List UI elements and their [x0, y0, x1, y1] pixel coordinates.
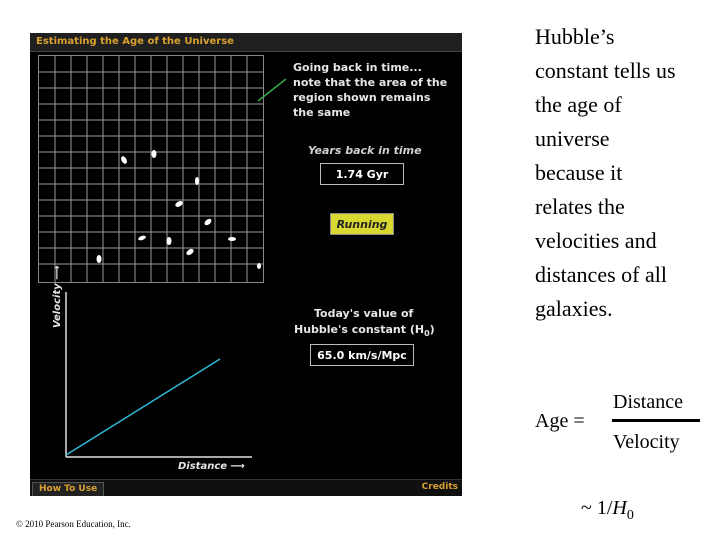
how-to-use-button[interactable]: How To Use	[32, 482, 104, 496]
going-back-line3: region shown remains	[293, 91, 431, 104]
graph-xlabel-text: Distance	[178, 461, 228, 472]
going-back-line4: the same	[293, 106, 351, 119]
animation-panel	[30, 33, 462, 496]
hubble-label-line1: Today's value of	[314, 307, 414, 320]
age-label: Age =	[535, 410, 585, 432]
graph-xlabel	[178, 459, 245, 474]
hubble-label-sub: 0	[424, 329, 430, 339]
graph-ylabel-text: Velocity	[52, 283, 63, 328]
velocity-distance-graph	[30, 33, 462, 479]
slide-line9: galaxies.	[535, 296, 613, 321]
hubble-label-text: Hubble's constant (H	[294, 323, 425, 336]
going-back-line1: Going back in time...	[293, 61, 422, 74]
formula-numerator: Distance	[613, 391, 683, 413]
slide-line5: because it	[535, 160, 623, 185]
graph-ylabel	[50, 265, 65, 328]
slide-line8: distances of all	[535, 262, 667, 287]
graph-axes	[66, 292, 252, 457]
arrow-up-icon: ⟶	[52, 265, 63, 284]
slide-line7: velocities and	[535, 228, 657, 253]
approx-prefix: ~ 1/	[581, 497, 613, 519]
slide-line4: universe	[535, 126, 610, 151]
fraction-bar	[612, 419, 700, 422]
years-label: Years back in time	[308, 144, 422, 157]
running-button[interactable]: Running	[330, 213, 394, 235]
arrow-right-icon: ⟶	[227, 461, 245, 472]
slide-line2: constant tells us	[535, 58, 676, 83]
panel-title: Estimating the Age of the Universe	[36, 36, 234, 47]
years-value-box: 1.74 Gyr	[320, 163, 404, 185]
slide-line3: the age of	[535, 92, 622, 117]
formula-approx	[581, 497, 634, 524]
hubble-label-close: )	[429, 323, 435, 336]
approx-h: H	[612, 497, 627, 519]
bottom-bar	[30, 479, 462, 496]
slide-text	[535, 20, 717, 326]
copyright: © 2010 Pearson Education, Inc.	[16, 519, 131, 529]
hubble-line	[66, 359, 220, 455]
slide-line1: Hubble’s	[535, 24, 615, 49]
slide-line6: relates the	[535, 194, 625, 219]
credits-link[interactable]: Credits	[421, 482, 458, 492]
going-back-line2: note that the area of the	[293, 76, 448, 89]
approx-sub: 0	[626, 508, 634, 523]
formula-denominator: Velocity	[613, 431, 680, 453]
hubble-value-box: 65.0 km/s/Mpc	[310, 344, 414, 366]
